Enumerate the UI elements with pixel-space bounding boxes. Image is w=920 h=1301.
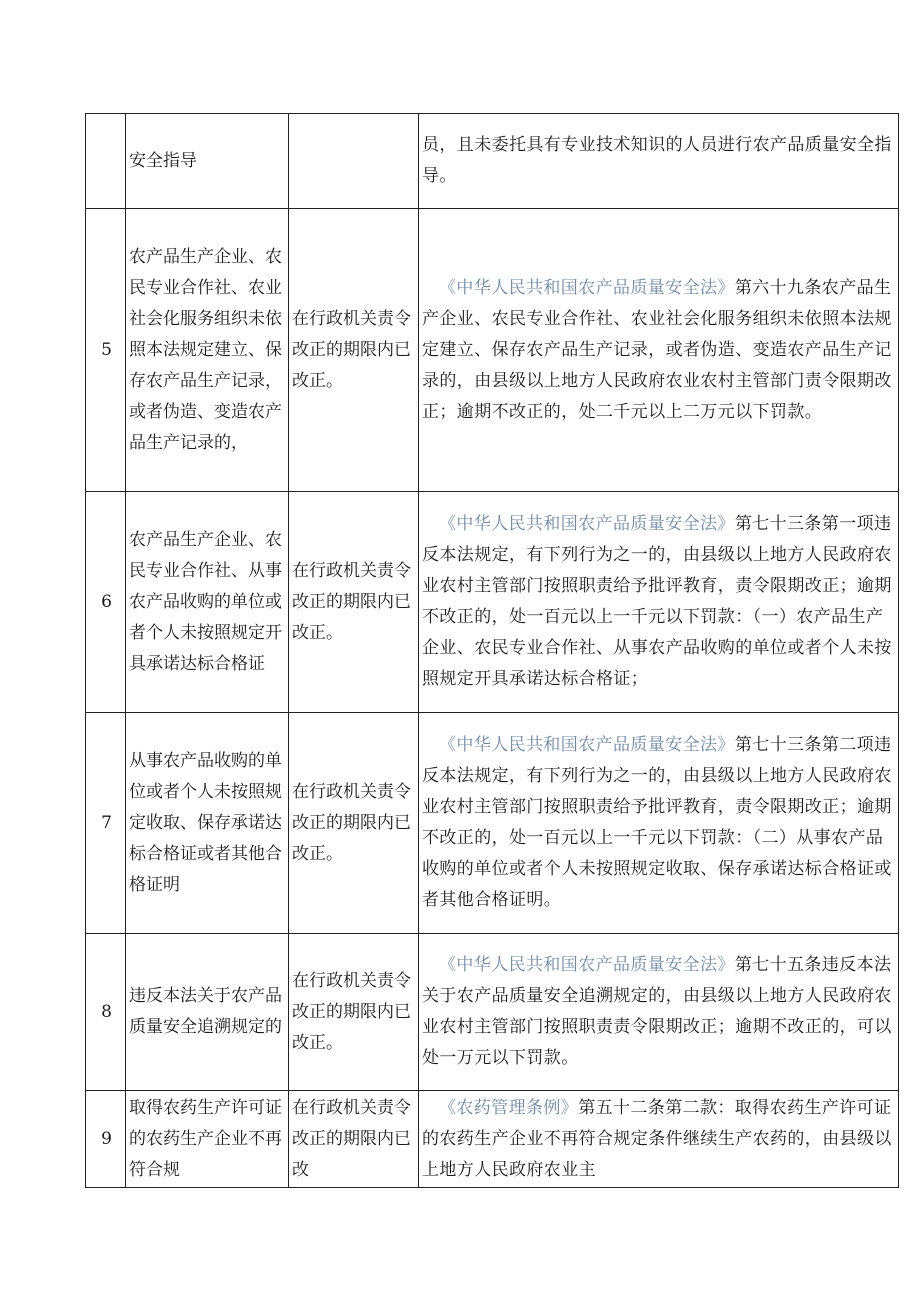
legal-basis-text: 第七十三条第一项违反本法规定，有下列行为之一的，由县级以上地方人民政府农业农村主管部门按照职责给予批评教育，责令限期改正；逾期不改正的，处一百元以上一千元以下罚款：（一）农产品生产企业、农民专业合作社、从事农产品收购的单位或者个人未按照规定开具承诺达标合格证； [422,514,892,689]
law-citation: 《中华人民共和国农产品质量安全法》 [439,277,735,298]
violation-behavior: 安全指导 [126,114,289,209]
legal-basis [419,114,899,209]
penalty-exemption-table [85,113,899,1188]
violation-behavior: 违反本法关于农产品质量安全追溯规定的 [126,934,289,1091]
row-number: 9 [86,1091,126,1188]
exemption-condition: 在行政机关责令改正的期限内已改正。 [289,713,419,934]
legal-basis [419,713,899,934]
table-row [86,934,899,1091]
legal-basis-text: 第七十五条违反本法关于农产品质量安全追溯规定的，由县级以上地方人民政府农业农村主管部门按照职责责令限期改正；逾期不改正的，可以处一万元以下罚款。 [422,955,892,1068]
violation-behavior: 取得农药生产许可证的农药生产企业不再符合规 [126,1091,289,1188]
legal-basis [419,1091,899,1188]
legal-basis-text: 第六十九条农产品生产企业、农民专业合作社、农业社会化服务组织未依照本法规定建立、保存农产品生产记录，或者伪造、变造农产品生产记录的，由县级以上地方人民政府农业农村主管部门责令限期改正；逾期不改正的，处二千元以上二万元以下罚款。 [422,277,892,422]
exemption-condition: 在行政机关责令改正的期限内已改正。 [289,209,419,492]
law-citation: 《中华人民共和国农产品质量安全法》 [439,955,735,975]
table-row [86,114,899,209]
legal-basis-text: 员，且未委托具有专业技术知识的人员进行农产品质量安全指导。 [422,135,892,186]
exemption-condition: 在行政机关责令改正的期限内已改正。 [289,934,419,1091]
exemption-condition: 在行政机关责令改正的期限内已改 [289,1091,419,1188]
row-number: 5 [86,209,126,492]
table-row [86,492,899,713]
law-citation: 《农药管理条例》 [439,1097,579,1118]
violation-behavior: 农产品生产企业、农民专业合作社、农业社会化服务组织未依照本法规定建立、保存农产品生产记录，或者伪造、变造农产品生产记录的， [126,209,289,492]
legal-basis [419,209,899,492]
row-number: 7 [86,713,126,934]
row-number: 8 [86,934,126,1091]
law-citation: 《中华人民共和国农产品质量安全法》 [439,735,735,755]
row-number [86,114,126,209]
table-row [86,713,899,934]
legal-basis-text: 第七十三条第二项违反本法规定，有下列行为之一的，由县级以上地方人民政府农业农村主管部门按照职责给予批评教育，责令限期改正；逾期不改正的，处一百元以上一千元以下罚款：（二）从事农产品收购的单位或者个人未按照规定收取、保存承诺达标合格证或者其他合格证明。 [422,735,892,910]
violation-behavior: 从事农产品收购的单位或者个人未按照规定收取、保存承诺达标合格证或者其他合格证明 [126,713,289,934]
law-citation: 《中华人民共和国农产品质量安全法》 [439,514,735,534]
table-row [86,1091,899,1188]
exemption-condition: 在行政机关责令改正的期限内已改正。 [289,492,419,713]
legal-basis [419,492,899,713]
row-number: 6 [86,492,126,713]
table-row [86,209,899,492]
legal-basis-text: 第五十二条第二款：取得农药生产许可证的农药生产企业不再符合规定条件继续生产农药的，由县级以上地方人民政府农业主 [422,1097,892,1180]
legal-basis [419,934,899,1091]
violation-behavior: 农产品生产企业、农民专业合作社、从事农产品收购的单位或者个人未按照规定开具承诺达标合格证 [126,492,289,713]
exemption-condition [289,114,419,209]
